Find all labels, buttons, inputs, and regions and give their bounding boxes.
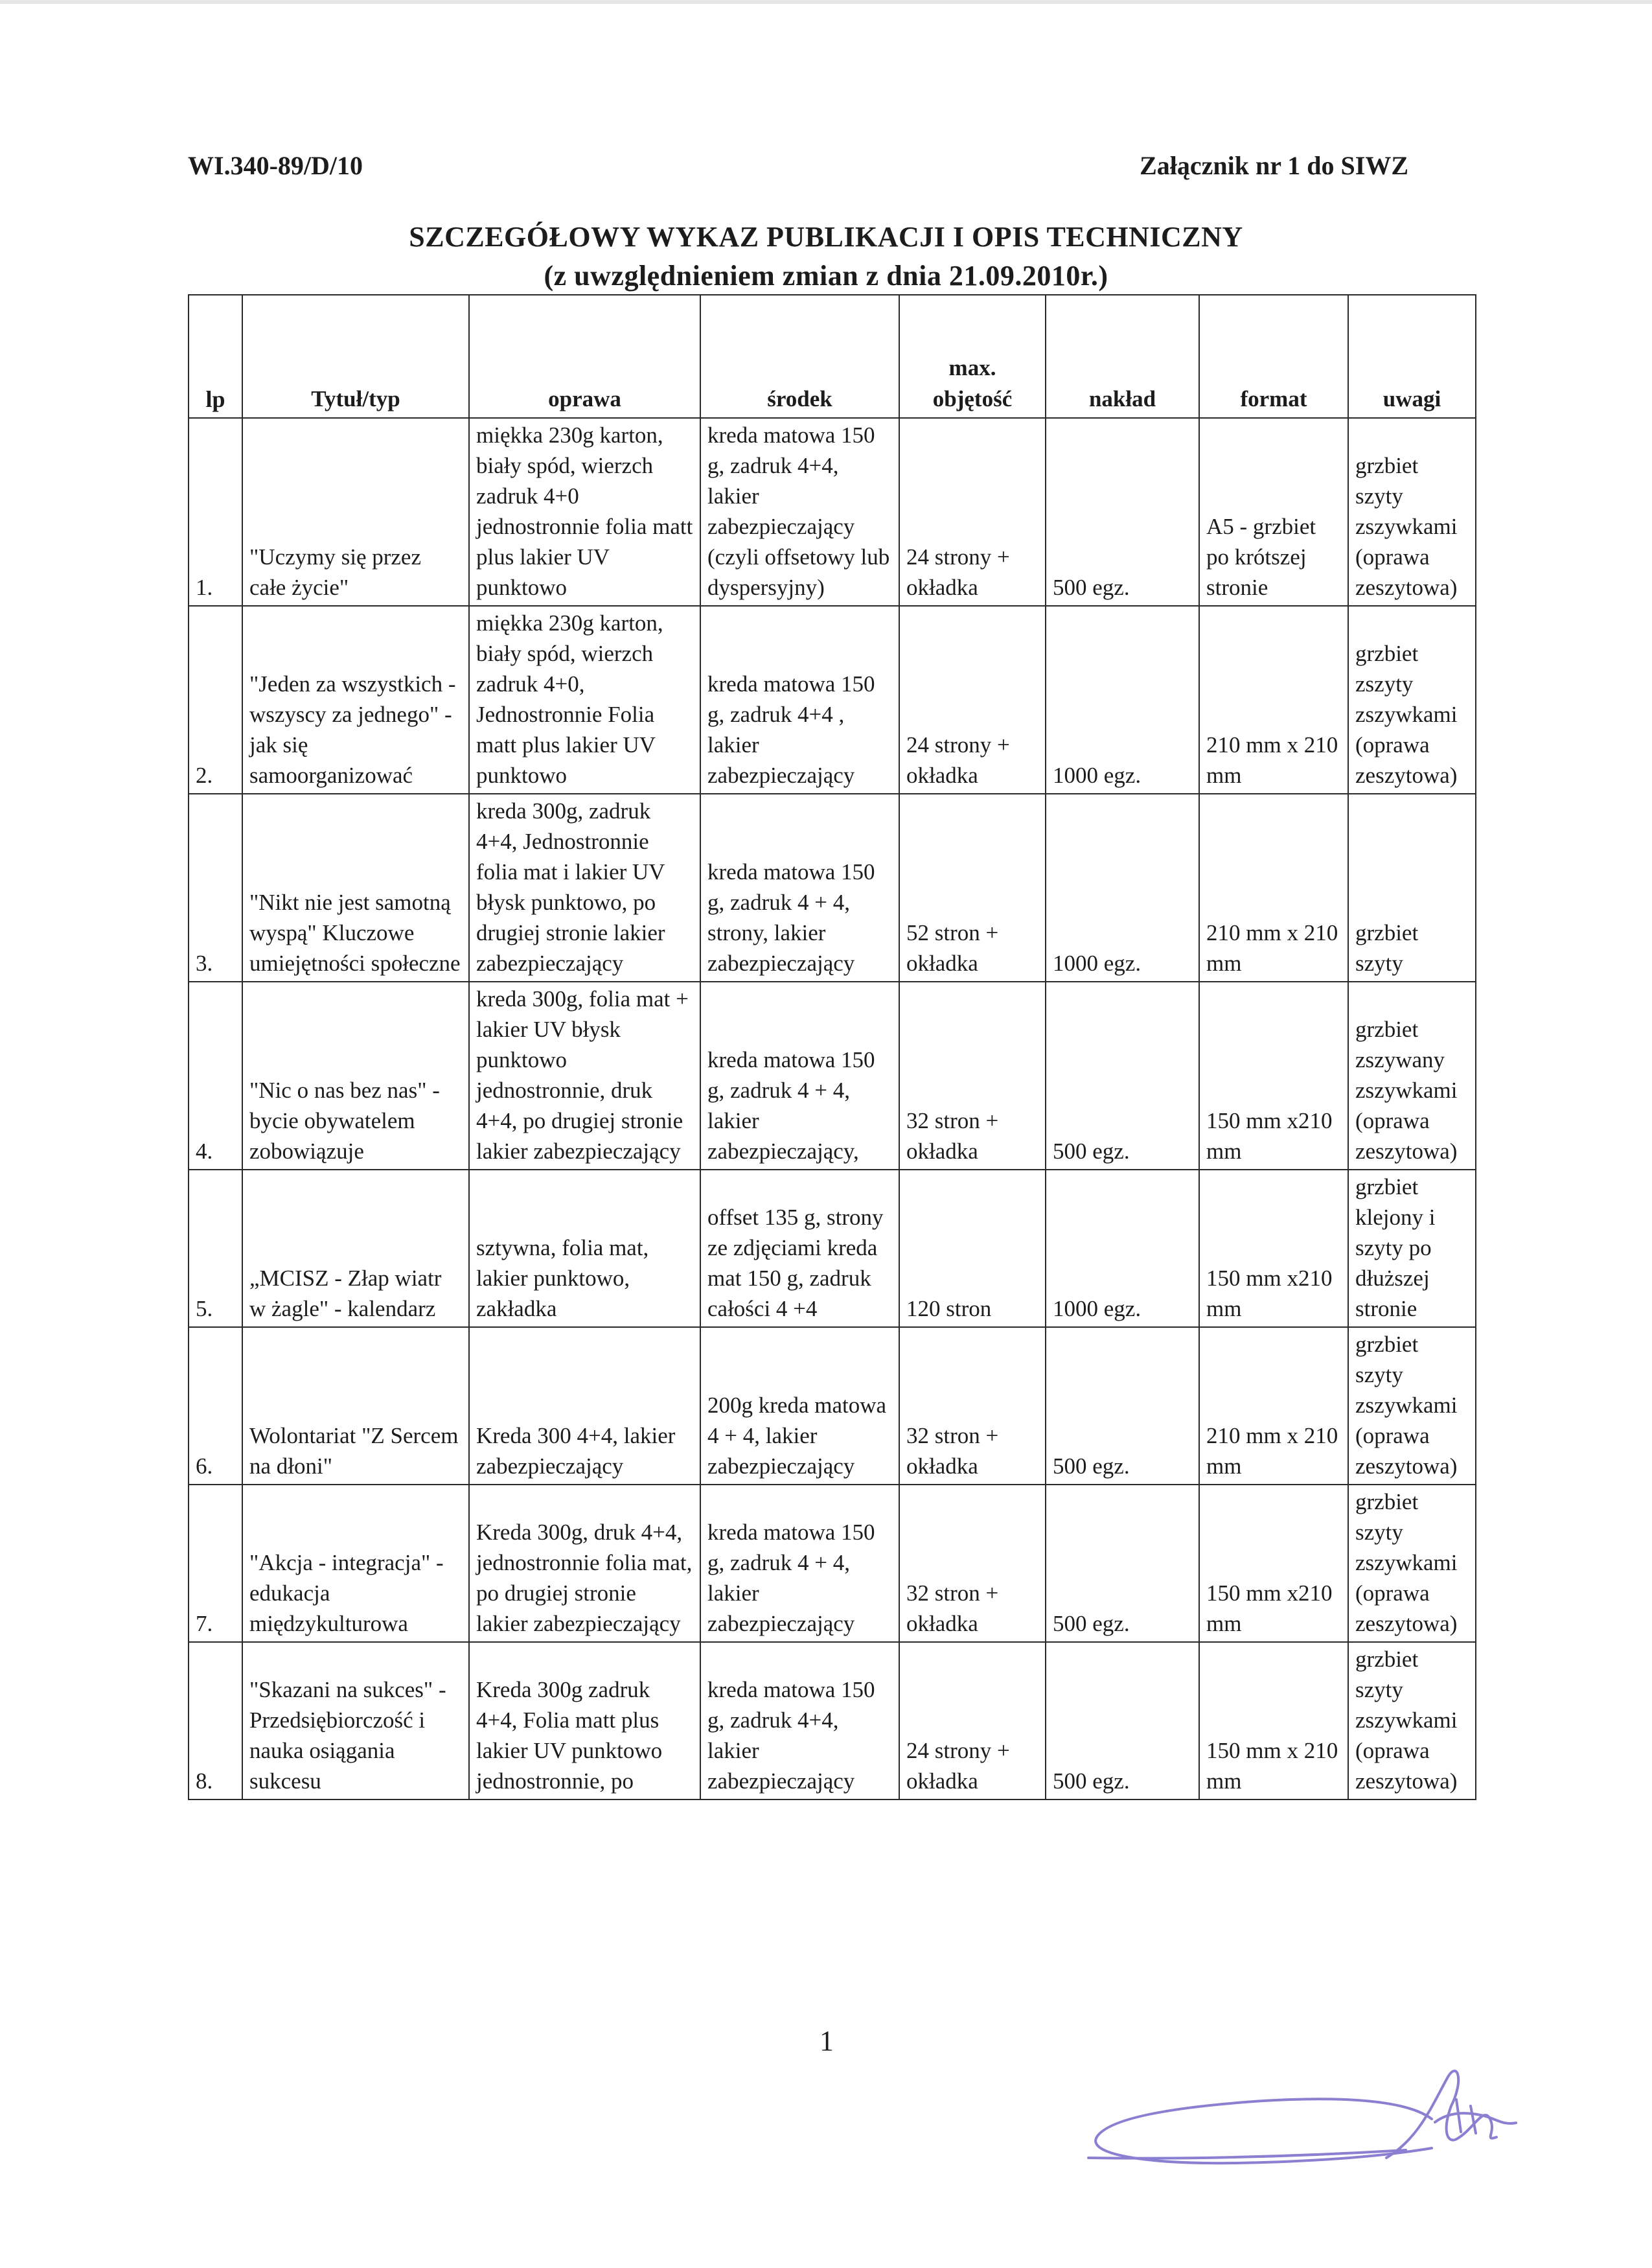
table-row bbox=[189, 606, 1476, 794]
cell-title: "Jeden za wszystkich - wszyscy za jednego" - jak się samoorganizować bbox=[242, 606, 469, 794]
cell-format: A5 - grzbiet po krótszej stronie bbox=[1199, 418, 1348, 606]
cell-lp: 4. bbox=[189, 982, 242, 1170]
cell-format: 150 mm x210 mm bbox=[1199, 1485, 1348, 1642]
cell-remarks: grzbiet szyty zszywkami (oprawa zeszytowa) bbox=[1348, 1485, 1476, 1642]
column-header-max-volume: max. objętość bbox=[899, 295, 1046, 418]
cell-format: 210 mm x 210 mm bbox=[1199, 606, 1348, 794]
cell-print-run: 500 egz. bbox=[1046, 1327, 1199, 1485]
cell-remarks: grzbiet klejony i szyty po dłuższej stronie bbox=[1348, 1170, 1476, 1327]
publications-table bbox=[188, 294, 1476, 1800]
cell-max-volume: 32 stron + okładka bbox=[899, 982, 1046, 1170]
table-row bbox=[189, 1485, 1476, 1642]
column-header-title: Tytuł/typ bbox=[242, 295, 469, 418]
cell-remarks: grzbiet szyty zszywkami (oprawa zeszytowa) bbox=[1348, 1642, 1476, 1799]
cell-binding: miękka 230g karton, biały spód, wierzch zadruk 4+0, Jednostronnie Folia matt plus lakier UV punktowo bbox=[469, 606, 700, 794]
table-row bbox=[189, 1170, 1476, 1327]
document-subtitle: (z uwzględnieniem zmian z dnia 21.09.2010r.) bbox=[544, 260, 1108, 292]
cell-binding: sztywna, folia mat, lakier punktowo, zakładka bbox=[469, 1170, 700, 1327]
document-title: SZCZEGÓŁOWY WYKAZ PUBLIKACJI I OPIS TECHNICZNY bbox=[409, 221, 1243, 253]
cell-binding: Kreda 300g zadruk 4+4, Folia matt plus lakier UV punktowo jednostronnie, po bbox=[469, 1642, 700, 1799]
column-header-interior: środek bbox=[700, 295, 899, 418]
cell-remarks: grzbiet szyty zszywkami (oprawa zeszytowa) bbox=[1348, 1327, 1476, 1485]
cell-max-volume: 32 stron + okładka bbox=[899, 1485, 1046, 1642]
cell-title: Wolontariat "Z Sercem na dłoni" bbox=[242, 1327, 469, 1485]
cell-remarks: grzbiet szyty zszywkami (oprawa zeszytowa) bbox=[1348, 418, 1476, 606]
cell-interior: kreda matowa 150 g, zadruk 4 + 4, lakier zabezpieczający bbox=[700, 1485, 899, 1642]
cell-print-run: 500 egz. bbox=[1046, 1642, 1199, 1799]
cell-print-run: 500 egz. bbox=[1046, 418, 1199, 606]
table-row bbox=[189, 1327, 1476, 1485]
cell-title: "Uczymy się przez całe życie" bbox=[242, 418, 469, 606]
cell-lp: 1. bbox=[189, 418, 242, 606]
column-header-format: format bbox=[1199, 295, 1348, 418]
cell-binding: Kreda 300 4+4, lakier zabezpieczający bbox=[469, 1327, 700, 1485]
cell-title: "Nikt nie jest samotną wyspą" Kluczowe umiejętności społeczne bbox=[242, 794, 469, 982]
cell-binding: miękka 230g karton, biały spód, wierzch zadruk 4+0 jednostronnie folia matt plus lakier UV punktowo bbox=[469, 418, 700, 606]
cell-lp: 5. bbox=[189, 1170, 242, 1327]
cell-binding: Kreda 300g, druk 4+4, jednostronnie folia mat, po drugiej stronie lakier zabezpieczający bbox=[469, 1485, 700, 1642]
cell-format: 150 mm x210 mm bbox=[1199, 982, 1348, 1170]
cell-interior: kreda matowa 150 g, zadruk 4 + 4, strony, lakier zabezpieczający bbox=[700, 794, 899, 982]
cell-format: 150 mm x 210 mm bbox=[1199, 1642, 1348, 1799]
page-number: 1 bbox=[820, 2025, 834, 2057]
cell-binding: kreda 300g, zadruk 4+4, Jednostronnie folia mat i lakier UV błysk punktowo, po drugiej stronie lakier zabezpieczający bbox=[469, 794, 700, 982]
cell-title: "Nic o nas bez nas" - bycie obywatelem zobowiązuje bbox=[242, 982, 469, 1170]
cell-print-run: 500 egz. bbox=[1046, 1485, 1199, 1642]
column-header-print-run: nakład bbox=[1046, 295, 1199, 418]
table-row bbox=[189, 982, 1476, 1170]
cell-print-run: 1000 egz. bbox=[1046, 1170, 1199, 1327]
column-header-binding: oprawa bbox=[469, 295, 700, 418]
column-header-remarks: uwagi bbox=[1348, 295, 1476, 418]
cell-interior: 200g kreda matowa 4 + 4, lakier zabezpieczający bbox=[700, 1327, 899, 1485]
annex-label: Załącznik nr 1 do SIWZ bbox=[1140, 151, 1408, 180]
table-header-row bbox=[189, 295, 1476, 418]
cell-print-run: 1000 egz. bbox=[1046, 606, 1199, 794]
cell-lp: 2. bbox=[189, 606, 242, 794]
cell-interior: kreda matowa 150 g, zadruk 4+4 , lakier zabezpieczający bbox=[700, 606, 899, 794]
document-reference: WI.340-89/D/10 bbox=[188, 151, 363, 180]
cell-interior: offset 135 g, strony ze zdjęciami kreda mat 150 g, zadruk całości 4 +4 bbox=[700, 1170, 899, 1327]
cell-binding: kreda 300g, folia mat + lakier UV błysk punktowo jednostronnie, druk 4+4, po drugiej stronie lakier zabezpieczający bbox=[469, 982, 700, 1170]
cell-print-run: 1000 egz. bbox=[1046, 794, 1199, 982]
cell-format: 210 mm x 210 mm bbox=[1199, 794, 1348, 982]
cell-interior: kreda matowa 150 g, zadruk 4+4, lakier zabezpieczający bbox=[700, 1642, 899, 1799]
cell-title: "Akcja - integracja" - edukacja międzykulturowa bbox=[242, 1485, 469, 1642]
cell-max-volume: 24 strony + okładka bbox=[899, 1642, 1046, 1799]
table-row bbox=[189, 1642, 1476, 1799]
cell-remarks: grzbiet zszywany zszywkami (oprawa zeszytowa) bbox=[1348, 982, 1476, 1170]
cell-title: „MCISZ - Złap wiatr w żagle" - kalendarz bbox=[242, 1170, 469, 1327]
cell-lp: 3. bbox=[189, 794, 242, 982]
cell-remarks: grzbiet zszyty zszywkami (oprawa zeszytowa) bbox=[1348, 606, 1476, 794]
cell-format: 210 mm x 210 mm bbox=[1199, 1327, 1348, 1485]
signature bbox=[1069, 2061, 1561, 2190]
scan-edge bbox=[0, 0, 1652, 4]
cell-lp: 6. bbox=[189, 1327, 242, 1485]
cell-lp: 8. bbox=[189, 1642, 242, 1799]
cell-max-volume: 52 stron + okładka bbox=[899, 794, 1046, 982]
cell-max-volume: 32 stron + okładka bbox=[899, 1327, 1046, 1485]
cell-print-run: 500 egz. bbox=[1046, 982, 1199, 1170]
cell-remarks: grzbiet szyty bbox=[1348, 794, 1476, 982]
cell-max-volume: 24 strony + okładka bbox=[899, 418, 1046, 606]
cell-title: "Skazani na sukces" - Przedsiębiorczość i nauka osiągania sukcesu bbox=[242, 1642, 469, 1799]
cell-max-volume: 24 strony + okładka bbox=[899, 606, 1046, 794]
cell-interior: kreda matowa 150 g, zadruk 4 + 4, lakier zabezpieczający, bbox=[700, 982, 899, 1170]
table-row bbox=[189, 794, 1476, 982]
cell-interior: kreda matowa 150 g, zadruk 4+4, lakier zabezpieczający (czyli offsetowy lub dyspersyjny) bbox=[700, 418, 899, 606]
cell-lp: 7. bbox=[189, 1485, 242, 1642]
column-header-lp: lp bbox=[189, 295, 242, 418]
table-row bbox=[189, 418, 1476, 606]
cell-format: 150 mm x210 mm bbox=[1199, 1170, 1348, 1327]
cell-max-volume: 120 stron bbox=[899, 1170, 1046, 1327]
